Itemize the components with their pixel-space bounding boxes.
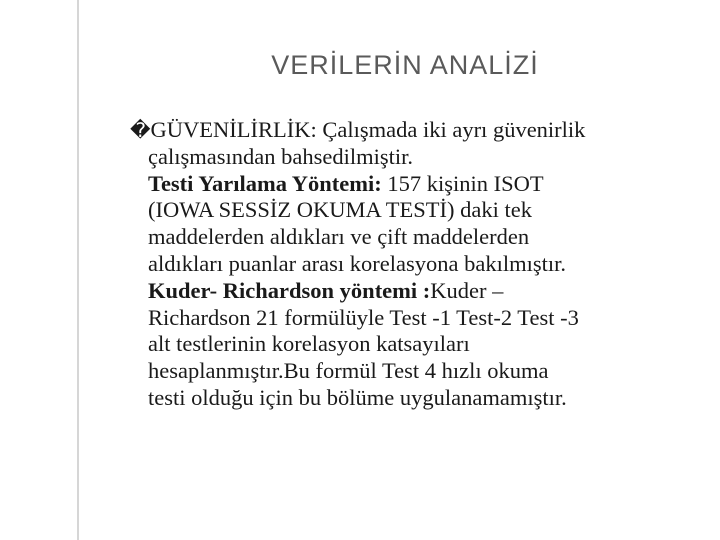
body-line: maddelerden aldıkları ve çift maddelerden [148,224,530,250]
body-line: Richardson 21 formülüyle Test -1 Test-2 Test -3 [148,304,579,330]
body-line: alt testlerinin korelasyon katsayıları [148,331,470,357]
body-line: aldıkları puanlar arası korelasyona bakılmıştır. [148,250,566,276]
body-line: çalışmasından bahsedilmiştir. [148,143,413,169]
kuder-line: Kuder- Richardson yöntemi :Kuder – [148,277,504,303]
body-line: testi olduğu için bu bölüme uygulanamamıştır. [148,384,567,410]
split-half-label: Testi Yarılama Yöntemi: [148,170,382,196]
slide-title: VERİLERİN ANALİZİ [271,50,539,80]
body-line: (IOWA SESSİZ OKUMA TESTİ) daki tek [148,197,532,223]
body-line [130,117,715,144]
body-line: hesaplanmıştır.Bu formül Test 4 hızlı okuma [148,358,549,384]
kuder-label: Kuder- Richardson yöntemi : [148,277,431,303]
slide-body [130,117,715,412]
left-vertical-rule [77,0,79,540]
bullet-icon: � [130,118,151,142]
split-half-line: Testi Yarılama Yöntemi: 157 kişinin ISOT [148,170,544,196]
reliability-heading: GÜVENİLİRLİK: Çalışmada iki ayrı güvenirlik [150,117,586,142]
